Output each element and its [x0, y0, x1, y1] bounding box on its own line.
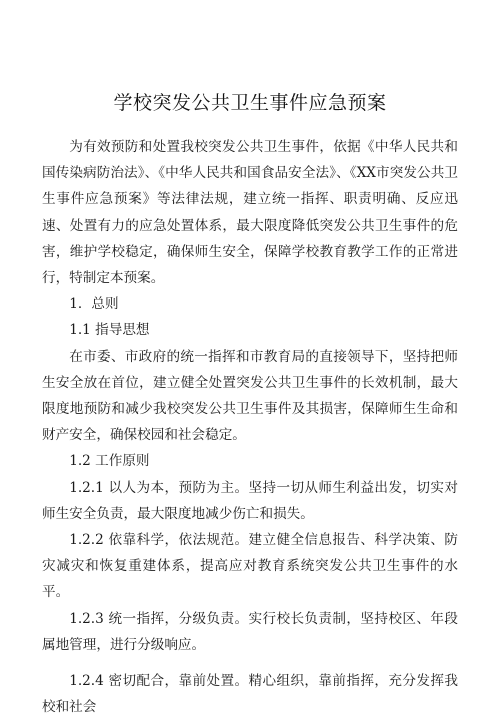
intro-paragraph: 为有效预防和处置我校突发公共卫生事件，依据《中华人民共和国传染病防治法》、《中华人民共和国食品安全法》、《XX市突发公共卫生事件应急预案》等法律法规，建立统一指挥、职责明确、反应迅速、处置有力的应急处置体系，最大限度降低突发公共卫生事件的危害，维护学校稳定，确保师生安全，保障学校教育教学工作的正常进行，特制定本预案。	[42, 139, 458, 287]
guiding-ideology-paragraph: 在市委、市政府的统一指挥和市教育局的直接领导下，坚持把师生安全放在首位，建立健全处置突发公共卫生事件的长效机制，最大限度地预防和减少我校突发公共卫生事件及其损害，保障师生生命和财产安全，确保校园和社会稳定。	[42, 348, 458, 444]
section-heading-general: 1．总则	[69, 296, 119, 313]
principle-paragraph-4: 1.2.4 密切配合，靠前处置。精心组织，靠前指挥，充分发挥我校和社会	[42, 673, 458, 716]
document-title: 学校突发公共卫生事件应急预案	[113, 92, 387, 114]
subsection-heading-work-principles: 1.2 工作原则	[69, 453, 150, 470]
principle-paragraph-1: 1.2.1 以人为本，预防为主。坚持一切从师生利益出发，切实对师生安全负责，最大限度地减少伤亡和损失。	[42, 479, 458, 522]
principle-paragraph-3: 1.2.3 统一指挥，分级负责。实行校长负责制，坚持校区、年段属地管理，进行分级响应。	[42, 610, 458, 653]
principle-paragraph-2: 1.2.2 依靠科学，依法规范。建立健全信息报告、科学决策、防灾减灾和恢复重建体系，提高应对教育系统突发公共卫生事件的水平。	[42, 532, 458, 601]
subsection-heading-guiding-ideology: 1.1 指导思想	[69, 322, 150, 339]
document-body	[42, 134, 458, 720]
